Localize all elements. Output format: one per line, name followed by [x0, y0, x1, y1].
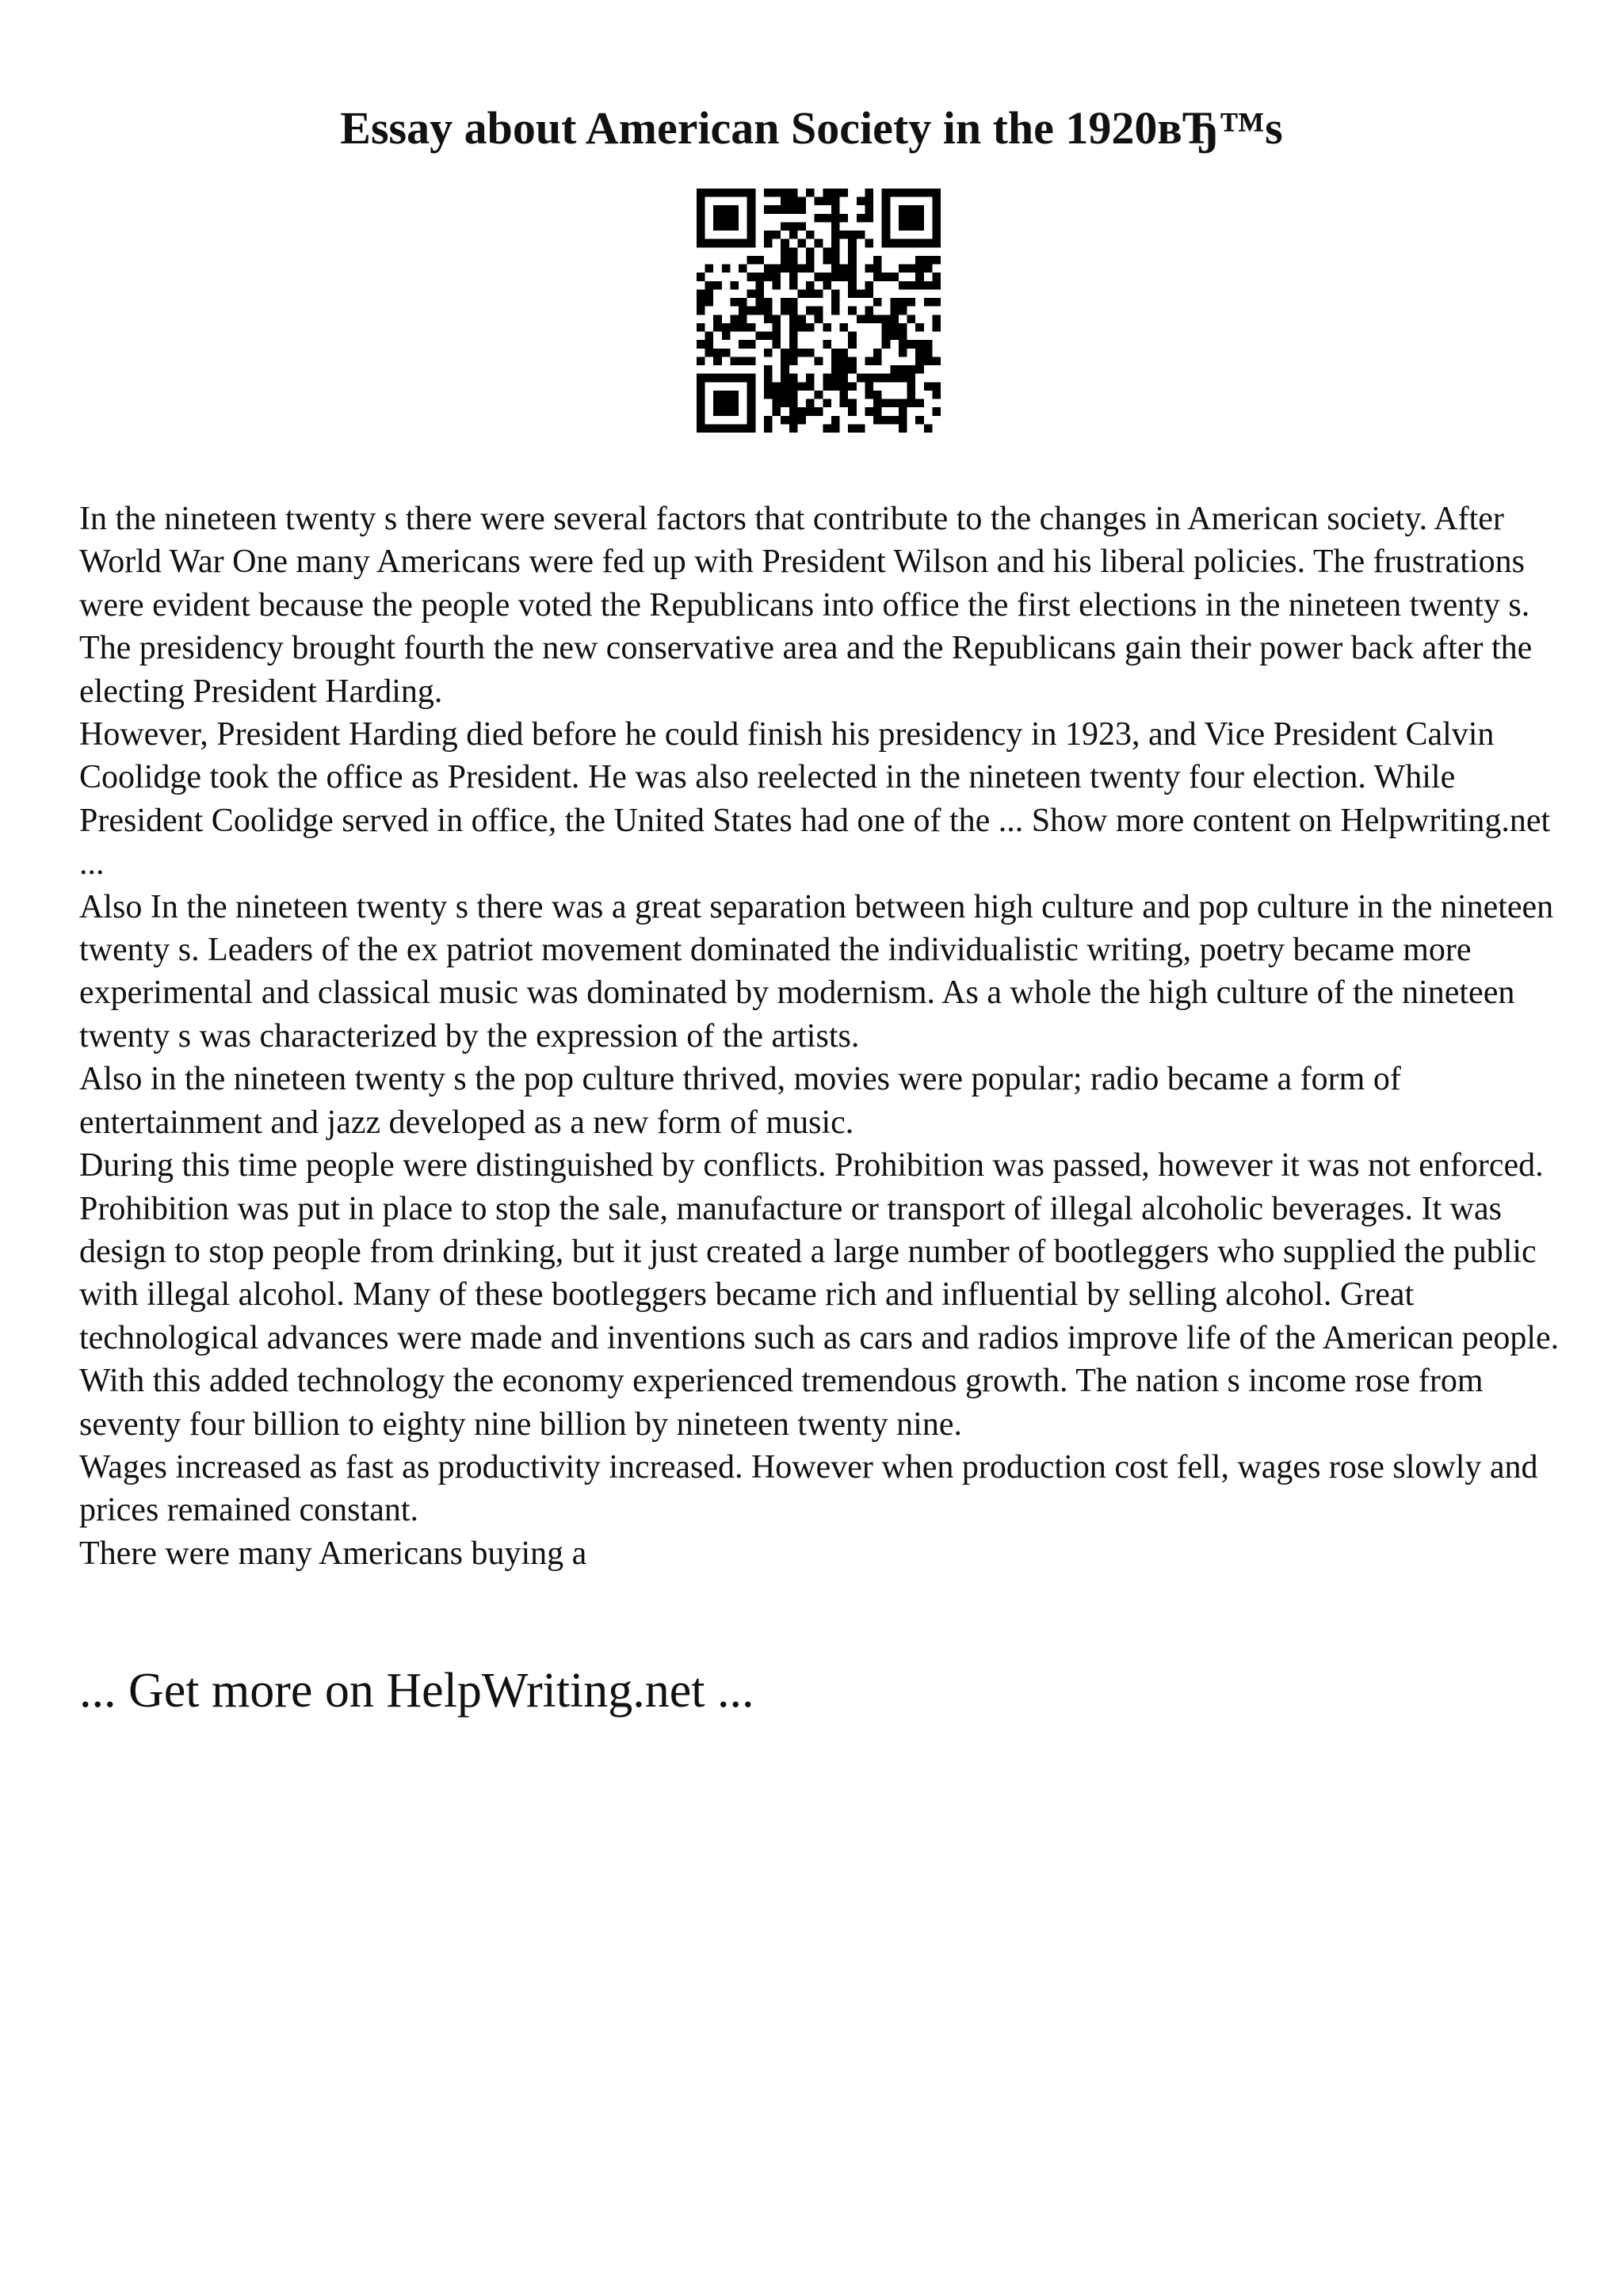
- get-more-link[interactable]: ... Get more on HelpWriting.net ...: [79, 1664, 754, 1718]
- paragraph: There were many Americans buying a: [79, 1535, 587, 1572]
- qr-code-icon: [697, 189, 941, 433]
- paragraph: In the nineteen twenty s there were several factors that contribute to the changes in American society. After World War One many Americans were fed up with President Wilson and his liberal policies. The frustrations were evident because the people voted the Republicans into office the first elections in the nineteen twenty s. The presidency brought fourth the new conservative area and the Republicans gain their power back after the electing President Harding.: [79, 501, 1533, 710]
- paragraph: Also in the nineteen twenty s the pop culture thrived, movies were popular; radio became a form of entertainment and jazz developed as a new form of music.: [79, 1061, 1401, 1141]
- paragraph: During this time people were distinguished by conflicts. Prohibition was passed, however it was not enforced. Prohibition was put in place to stop the sale, manufacture or transport of illegal alcoholic beverages. It was design to stop people from drinking, but it just created a large number of bootleggers who supplied the public with illegal alcohol. Many of these bootleggers became rich and influential by selling alcohol. Great technological advances were made and inventions such as cars and radios improve life of the American people. With this added technology the economy experienced tremendous growth. The nation s income rose from seventy four billion to eighty nine billion by nineteen twenty nine.: [79, 1147, 1560, 1443]
- paragraph: Also In the nineteen twenty s there was a great separation between high culture and pop culture in the nineteen twenty s. Leaders of the ex patriot movement dominated the individualistic writing, poetry became more experimental and classical music was dominated by modernism. As a whole the high culture of the nineteen twenty s was characterized by the expression of the artists.: [79, 888, 1554, 1055]
- paragraph: However, President Harding died before he could finish his presidency in 1923, and Vice President Calvin Coolidge took the office as President. He was also reelected in the nineteen twenty four election. While President Coolidge served in office, the United States had one of the ... Show more content on Helpwriting.net ...: [79, 716, 1551, 883]
- document-title: Essay about American Society in the 1920вЂ™s: [340, 102, 1283, 154]
- paragraph: Wages increased as fast as productivity increased. However when production cost fell, wages rose slowly and prices remained constant.: [79, 1448, 1538, 1529]
- essay-body: [79, 498, 1569, 1575]
